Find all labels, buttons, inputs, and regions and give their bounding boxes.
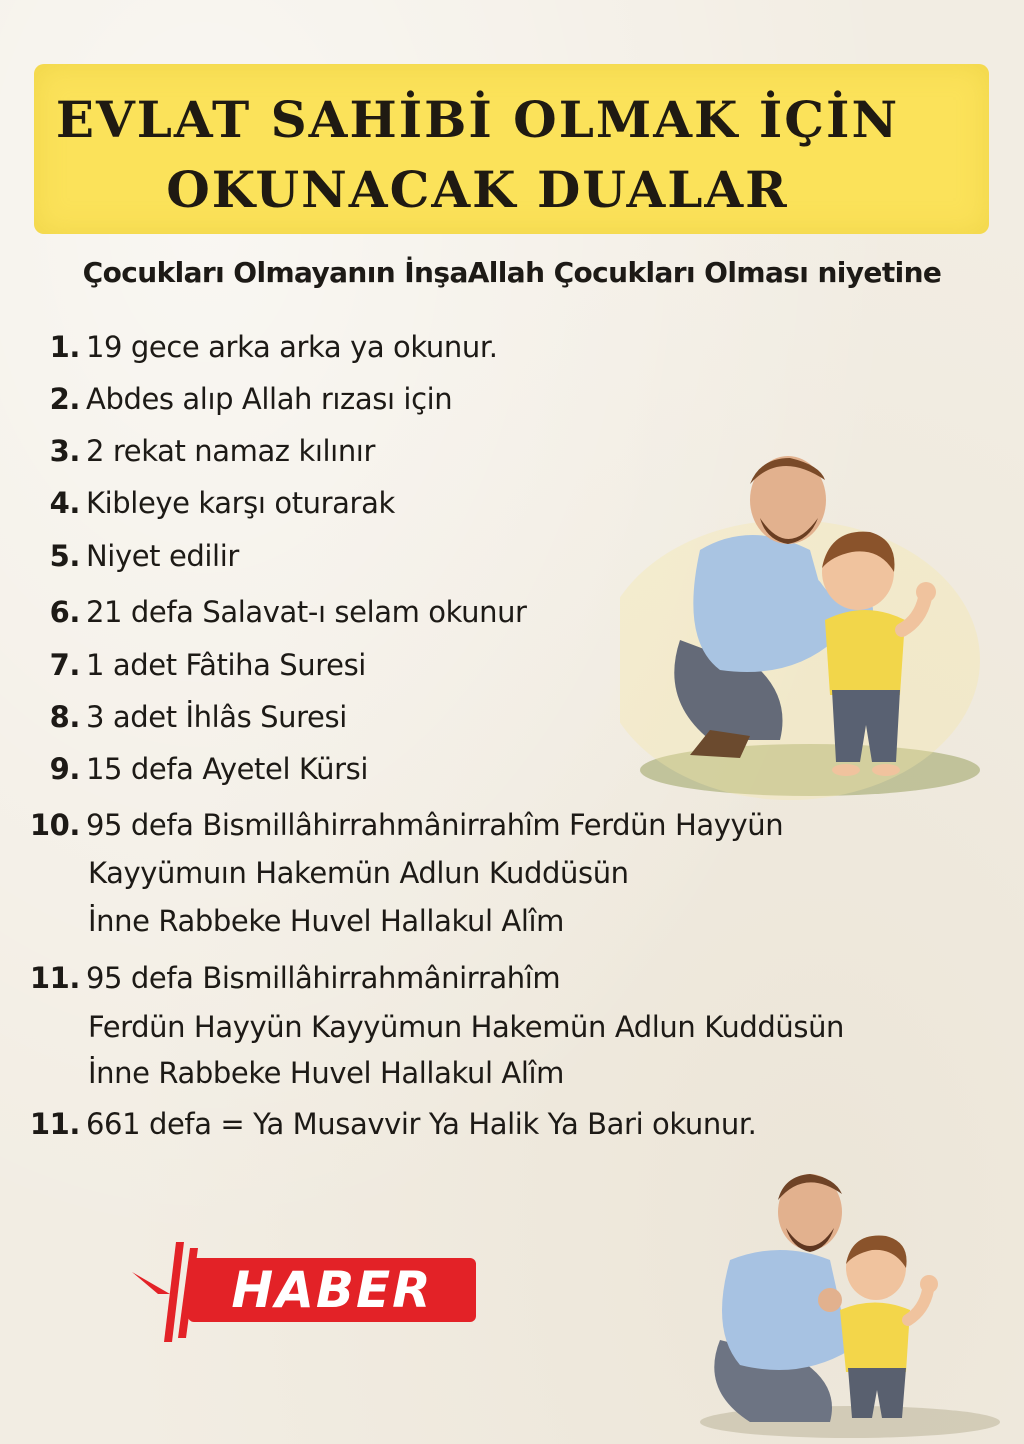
list-item-text: 95 defa Bismillâhirrahmânirrahîm Ferdün Hayyün bbox=[86, 808, 784, 842]
list-item-number: 7. bbox=[49, 648, 80, 682]
list-item-text: 2 rekat namaz kılınır bbox=[86, 434, 375, 468]
list-item-number: 8. bbox=[49, 700, 80, 734]
list-item-text: Abdes alıp Allah rızası için bbox=[86, 382, 453, 416]
page-title-line-1: EVLAT SAHİBİ OLMAK İÇİN bbox=[55, 90, 900, 149]
list-item-number: 11. bbox=[29, 961, 80, 995]
list-item-text: 1 adet Fâtiha Suresi bbox=[86, 648, 366, 682]
father-child-illustration bbox=[620, 440, 1000, 800]
list-item-continuation: İnne Rabbeke Huvel Hallakul Alîm bbox=[88, 904, 565, 938]
list-item-text: 95 defa Bismillâhirrahmânirrahîm bbox=[86, 961, 561, 995]
list-item-number: 11. bbox=[29, 1107, 80, 1141]
list-item-text: 19 gece arka arka ya okunur. bbox=[86, 330, 498, 364]
page-title-line-2: OKUNACAK DUALAR bbox=[166, 160, 789, 219]
list-item-continuation: Kayyümuın Hakemün Adlun Kuddüsün bbox=[88, 856, 629, 890]
father-child-illustration-bottom bbox=[680, 1160, 1000, 1440]
list-item-number: 2. bbox=[49, 382, 80, 416]
list-item-number: 6. bbox=[49, 595, 80, 629]
list-item-number: 5. bbox=[49, 539, 80, 573]
list-item-text: 21 defa Salavat-ı selam okunur bbox=[86, 595, 527, 629]
list-item-text: 661 defa = Ya Musavvir Ya Halik Ya Bari okunur. bbox=[86, 1107, 757, 1141]
list-item-text: Niyet edilir bbox=[86, 539, 239, 573]
list-item-text: 3 adet İhlâs Suresi bbox=[86, 700, 347, 734]
list-item-text: 15 defa Ayetel Kürsi bbox=[86, 752, 368, 786]
logo-text: HABER bbox=[231, 1261, 433, 1319]
list-item-continuation: İnne Rabbeke Huvel Hallakul Alîm bbox=[88, 1056, 565, 1090]
list-item-number: 9. bbox=[49, 752, 80, 786]
list-item-number: 10. bbox=[29, 808, 80, 842]
haber-logo bbox=[132, 1238, 478, 1346]
list-item-number: 4. bbox=[49, 486, 80, 520]
list-item-number: 3. bbox=[49, 434, 80, 468]
subtitle: Çocukları Olmayanın İnşaAllah Çocukları Olması niyetine bbox=[82, 256, 942, 289]
list-item-text: Kibleye karşı oturarak bbox=[86, 486, 395, 520]
list-item-number: 1. bbox=[49, 330, 80, 364]
list-item-continuation: Ferdün Hayyün Kayyümun Hakemün Adlun Kuddüsün bbox=[88, 1010, 845, 1044]
